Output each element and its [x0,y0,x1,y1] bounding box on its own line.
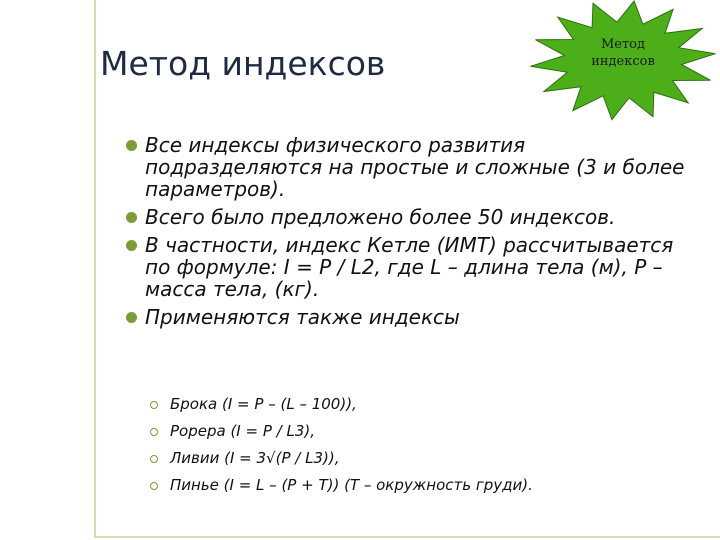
sub-bullet-ring-icon [150,401,158,409]
bullet-text: В частности, индекс Кетле (ИМТ) рассчитывается по формуле: I = P / L2, где L – длина тела (м), P – масса тела, (кг). [145,233,674,301]
sub-bullet-ring-icon [150,428,158,436]
starburst-badge [528,0,718,122]
sub-bullet-text: Ливии (I = 3√(P / L3)), [170,449,340,467]
starburst-label-line2: индексов [591,54,655,69]
bullet-item [126,306,686,328]
bullet-dot-icon [126,240,137,251]
sub-bullet-text: Рорера (I = P / L3), [170,422,315,440]
bullet-item [126,134,686,200]
bullet-item [126,206,686,228]
starburst-label-line1: Метод [600,37,646,52]
bullet-text: Применяются также индексы [145,305,460,329]
bullet-dot-icon [126,312,137,323]
bullet-text: Всего было предложено более 50 индексов. [145,205,616,229]
sub-bullet-item [150,395,690,413]
bullet-dot-icon [126,140,137,151]
sub-bullet-text: Брока (I = P – (L – 100)), [170,395,357,413]
sub-bullet-item [150,449,690,467]
sub-bullet-item [150,476,690,494]
bullet-item [126,234,686,300]
starburst-label [528,36,718,70]
sub-bullet-text: Пинье (I = L – (P + T)) (T – окружность груди). [170,476,533,494]
sub-bullet-item [150,422,690,440]
sub-bullet-ring-icon [150,482,158,490]
sub-bullet-ring-icon [150,455,158,463]
sub-bullet-list [150,395,690,503]
bullet-text: Все индексы физического развития подразделяются на простые и сложные (3 и более параметров). [145,133,685,201]
bullet-list [126,134,686,334]
bullet-dot-icon [126,212,137,223]
slide-title: Метод индексов [100,44,386,83]
